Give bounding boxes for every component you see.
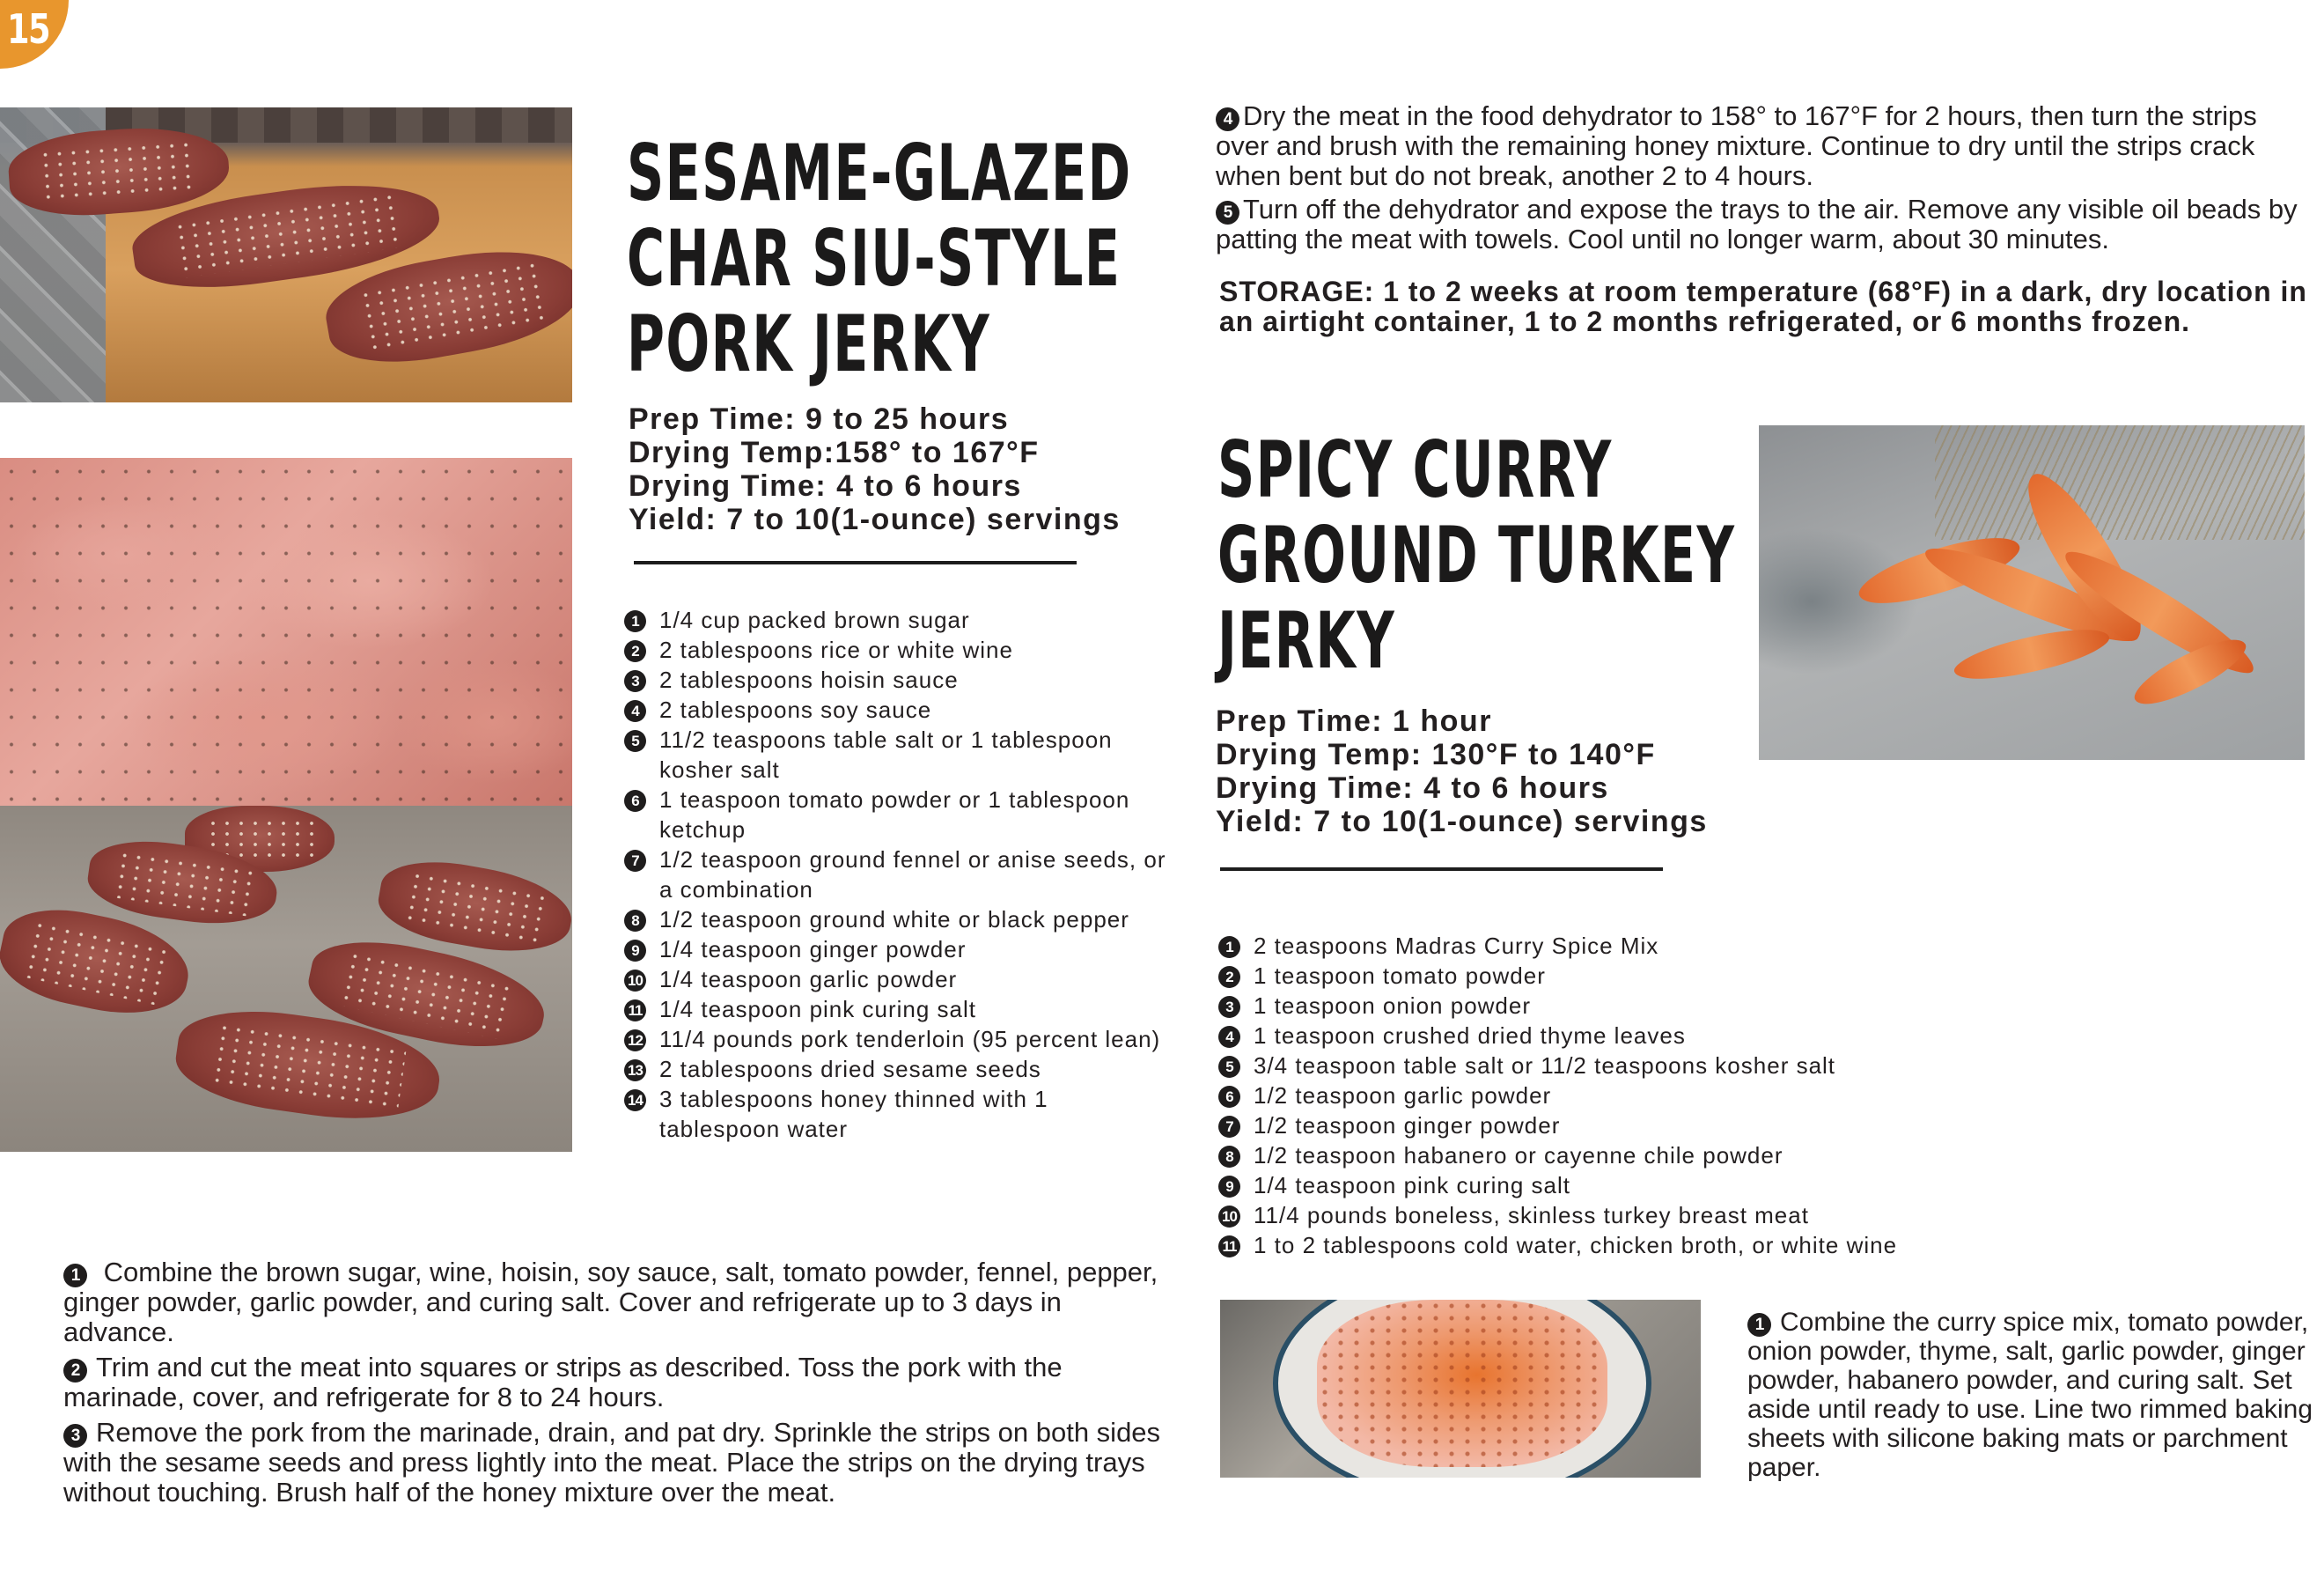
ingredient-item — [624, 964, 1170, 994]
number-icon: 5 — [624, 730, 646, 752]
ingredient-item — [624, 844, 1170, 904]
photo-raw-pork-strips — [0, 458, 572, 806]
page-number: 15 — [7, 5, 50, 53]
ingredient-item — [1218, 1110, 1923, 1140]
ingredient-text: 3 tablespoons honey thinned with 1 tablespoon water — [659, 1086, 1048, 1142]
ingredient-text: 11/4 pounds boneless, skinless turkey breast meat — [1254, 1202, 1809, 1228]
ingredient-text: 1/2 teaspoon ground fennel or anise seeds, or a combination — [659, 846, 1166, 903]
recipe2-title — [1217, 424, 1736, 686]
ingredient-item — [624, 1084, 1170, 1144]
number-icon: 1 — [624, 610, 646, 632]
number-icon: 2 — [624, 640, 646, 662]
drying-temp: Drying Temp:158° to 167°F — [629, 436, 1040, 469]
recipe1-title-line: SESAME-GLAZED — [627, 128, 1132, 218]
ingredient-item — [1218, 1200, 1923, 1230]
recipe1-title-line: CHAR SIU-STYLE — [627, 213, 1122, 304]
ingredient-item — [624, 934, 1170, 964]
step-text: Combine the brown sugar, wine, hoisin, soy sauce, salt, tomato powder, fennel, pepper, ginger powder, garlic powder, and curing salt. Cover and refrigerate up to 3 days in advance. — [63, 1257, 1158, 1347]
ingredient-text: 1/4 teaspoon pink curing salt — [659, 996, 976, 1022]
recipe2-meta — [1216, 704, 1708, 838]
number-icon: 4 — [1218, 1026, 1240, 1048]
number-icon: 5 — [1218, 1056, 1240, 1078]
ingredient-text: 2 tablespoons rice or white wine — [659, 637, 1013, 663]
ingredient-item — [1218, 1170, 1923, 1200]
step-paragraph — [1216, 195, 2307, 254]
divider — [634, 561, 1077, 564]
ingredient-text: 1 teaspoon tomato powder — [1254, 962, 1546, 989]
number-icon: 9 — [1218, 1176, 1240, 1198]
step-text: Remove the pork from the marinade, drain, and pat dry. Sprinkle the strips on both sides with the sesame seeds and press lightly into the meat. Place the strips on the drying trays without touching. Brush half of the honey mixture over the meat. — [63, 1417, 1161, 1508]
recipe2-title-line: SPICY CURRY — [1217, 424, 1613, 515]
ingredient-text: 1/4 cup packed brown sugar — [659, 607, 970, 633]
ingredient-text: 1/2 teaspoon ground white or black pepper — [659, 906, 1129, 933]
number-icon: 3 — [624, 670, 646, 692]
ingredient-item — [624, 665, 1170, 695]
photo-turkey-jerky — [1759, 425, 2305, 760]
recipe2-title-line: GROUND TURKEY — [1217, 510, 1736, 601]
divider — [1220, 867, 1663, 871]
step-text: Combine the curry spice mix, tomato powder, onion powder, thyme, salt, garlic powder, ginger powder, habanero powder, and curing salt. Set aside until ready to use. Line two rimmed baking sheets with silicone baking mats or parchment paper. — [1747, 1308, 2313, 1482]
number-icon: 12 — [624, 1029, 646, 1051]
ingredient-item — [624, 725, 1170, 785]
number-icon: 9 — [624, 940, 646, 962]
number-icon: 2 — [63, 1359, 87, 1383]
yield: Yield: 7 to 10(1-ounce) servings — [629, 503, 1121, 536]
number-icon: 2 — [1218, 966, 1240, 988]
ingredient-text: 11/2 teaspoons table salt or 1 tablespoon kosher salt — [659, 726, 1113, 783]
photo-glazed-jerky-on-board — [0, 107, 572, 402]
recipe1-title — [627, 130, 1132, 387]
storage-note: STORAGE: 1 to 2 weeks at room temperature (68°F) in a dark, dry location in an airtight container, 1 to 2 months refrigerated, or 6 months frozen. — [1219, 276, 2307, 337]
step-text: Trim and cut the meat into squares or strips as described. Toss the pork with the marinade, cover, and refrigerate for 8 to 24 hours. — [63, 1352, 1063, 1412]
ingredient-item — [624, 994, 1170, 1024]
number-icon: 8 — [1218, 1146, 1240, 1168]
ingredient-text: 1/2 teaspoon habanero or cayenne chile powder — [1254, 1142, 1783, 1169]
number-icon: 13 — [624, 1059, 646, 1081]
number-icon: 5 — [1216, 201, 1239, 225]
prep-time: Prep Time: 9 to 25 hours — [629, 402, 1010, 436]
step-paragraph — [63, 1257, 1164, 1347]
ingredient-item — [624, 1054, 1170, 1084]
ingredient-text: 1/2 teaspoon ginger powder — [1254, 1112, 1561, 1139]
recipe2-step-1 — [1747, 1308, 2315, 1482]
drying-temp: Drying Temp: 130°F to 140°F — [1216, 738, 1656, 771]
ingredient-item — [624, 785, 1170, 844]
number-icon: 1 — [1747, 1313, 1771, 1337]
ingredient-text: 2 tablespoons dried sesame seeds — [659, 1056, 1041, 1082]
step-paragraph — [1216, 101, 2307, 191]
number-icon: 6 — [624, 790, 646, 812]
recipe1-ingredient-list — [624, 605, 1170, 1144]
prep-time: Prep Time: 1 hour — [1216, 704, 1492, 738]
ingredient-text: 3/4 teaspoon table salt or 11/2 teaspoons kosher salt — [1254, 1052, 1836, 1079]
ingredient-text: 1/4 teaspoon pink curing salt — [1254, 1172, 1570, 1198]
number-icon: 14 — [624, 1089, 646, 1111]
number-icon: 8 — [624, 910, 646, 932]
ingredient-item — [1218, 1080, 1923, 1110]
step-text: Dry the meat in the food dehydrator to 158° to 167°F for 2 hours, then turn the strips over and brush with the remaining honey mixture. Continue to dry until the strips crack when bent but do not break, another 2 to 4 hours. — [1216, 100, 2257, 191]
ingredient-item — [624, 605, 1170, 635]
recipe1-title-line: PORK JERKY — [627, 299, 991, 389]
ingredient-item — [1218, 991, 1923, 1021]
ingredient-item — [1218, 1230, 1923, 1260]
number-icon: 11 — [1218, 1235, 1240, 1257]
recipe1-steps-1-3 — [63, 1257, 1164, 1508]
recipe2-ingredient-list — [1218, 931, 1923, 1260]
recipe1-meta — [629, 402, 1121, 536]
ingredient-text: 1/2 teaspoon garlic powder — [1254, 1082, 1552, 1109]
number-icon: 4 — [624, 700, 646, 722]
number-icon: 6 — [1218, 1086, 1240, 1108]
ingredient-text: 1 teaspoon crushed dried thyme leaves — [1254, 1022, 1686, 1049]
photo-jerky-on-tray — [0, 806, 572, 1152]
yield: Yield: 7 to 10(1-ounce) servings — [1216, 805, 1708, 838]
ingredient-item — [1218, 1140, 1923, 1170]
ingredient-text: 2 tablespoons hoisin sauce — [659, 667, 959, 693]
ingredient-item — [1218, 1051, 1923, 1080]
step-paragraph — [63, 1353, 1164, 1412]
page-number-badge — [0, 0, 69, 69]
number-icon: 1 — [1218, 936, 1240, 958]
number-icon: 3 — [63, 1424, 87, 1448]
drying-time: Drying Time: 4 to 6 hours — [629, 469, 1022, 503]
ingredient-text: 2 teaspoons Madras Curry Spice Mix — [1254, 933, 1659, 959]
ingredient-text: 1/4 teaspoon ginger powder — [659, 936, 967, 962]
number-icon: 7 — [1218, 1116, 1240, 1138]
ingredient-item — [624, 1024, 1170, 1054]
drying-time: Drying Time: 4 to 6 hours — [1216, 771, 1609, 805]
number-icon: 4 — [1216, 107, 1239, 131]
ingredient-item — [624, 635, 1170, 665]
ingredient-item — [624, 695, 1170, 725]
number-icon: 3 — [1218, 996, 1240, 1018]
ingredient-text: 2 tablespoons soy sauce — [659, 697, 932, 723]
step-paragraph — [63, 1418, 1164, 1508]
ingredient-item — [624, 904, 1170, 934]
number-icon: 7 — [624, 850, 646, 872]
number-icon: 10 — [1218, 1206, 1240, 1228]
ingredient-text: 1/4 teaspoon garlic powder — [659, 966, 958, 992]
ingredient-item — [1218, 1021, 1923, 1051]
number-icon: 10 — [624, 970, 646, 992]
ingredient-text: 1 to 2 tablespoons cold water, chicken broth, or white wine — [1254, 1232, 1898, 1258]
recipe2-title-line: JERKY — [1217, 595, 1396, 686]
ingredient-text: 1 teaspoon onion powder — [1254, 992, 1532, 1019]
number-icon: 11 — [624, 999, 646, 1021]
recipe1-steps-4-5 — [1216, 101, 2307, 254]
ingredient-text: 1 teaspoon tomato powder or 1 tablespoon ketchup — [659, 786, 1130, 843]
number-icon: 1 — [63, 1264, 87, 1287]
photo-seasoned-turkey-bowl — [1220, 1300, 1701, 1478]
ingredient-item — [1218, 931, 1923, 961]
ingredient-item — [1218, 961, 1923, 991]
step-text: Turn off the dehydrator and expose the trays to the air. Remove any visible oil beads by patting the meat with towels. Cool until no longer warm, about 30 minutes. — [1216, 194, 2298, 254]
ingredient-text: 11/4 pounds pork tenderloin (95 percent lean) — [659, 1026, 1161, 1052]
